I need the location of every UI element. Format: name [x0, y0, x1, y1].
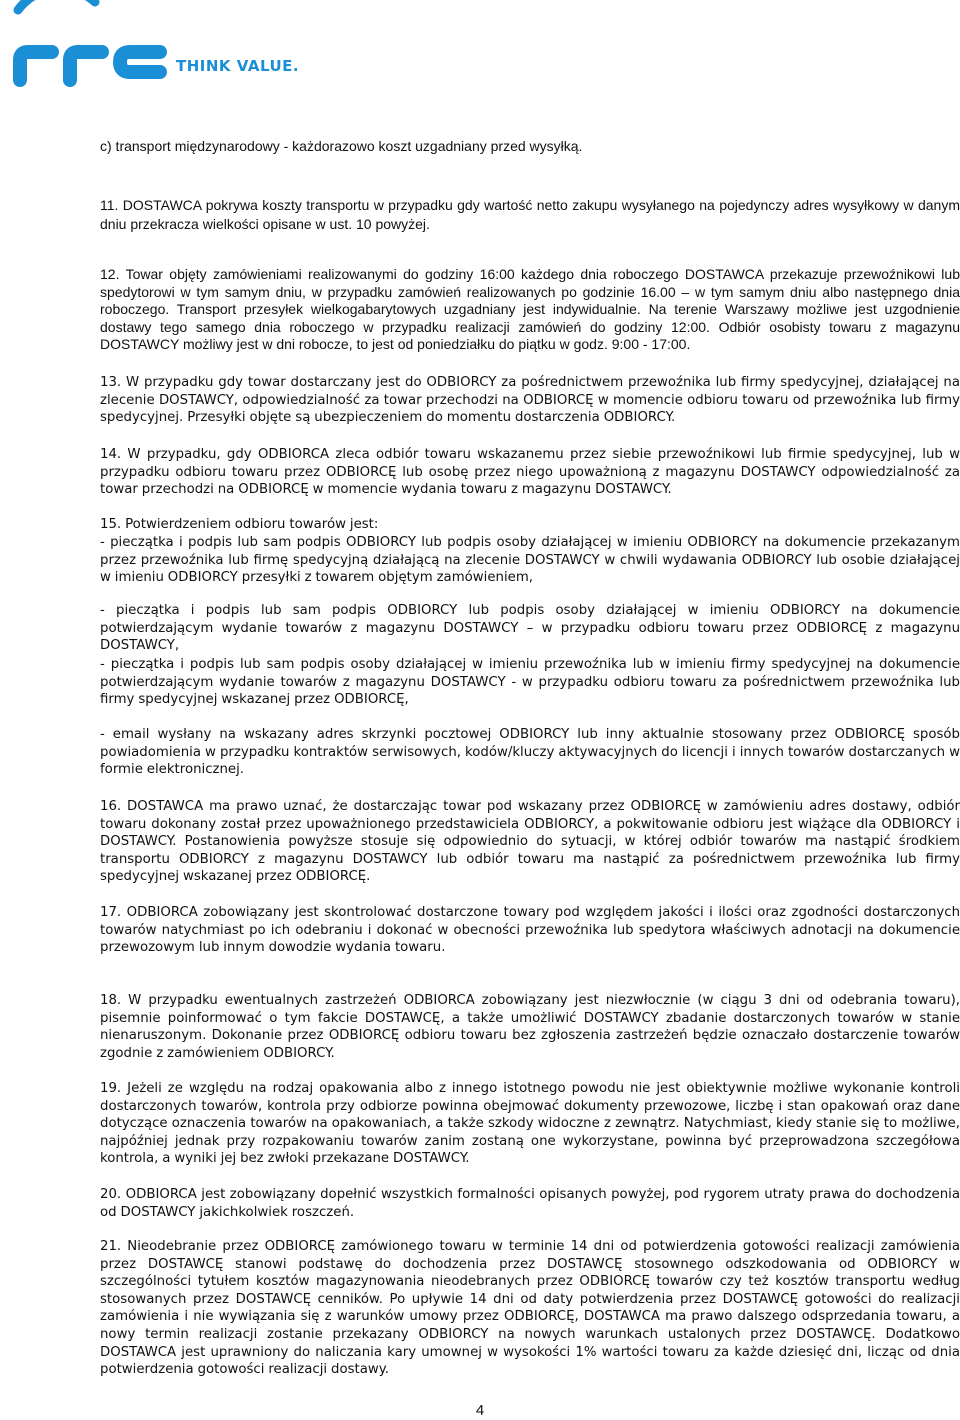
- paragraph-12-part-b: Transport przesyłek wielkogabarytowych uzgadniany jest indywidualnie.: [176, 301, 641, 318]
- paragraph-12-part-d: Odbiór osobisty towaru z magazynu DOSTAWCY możliwy jest w dni robocze, to jest od poniedziałku do piątku w godz. 9:00 - 17:00.: [100, 318, 960, 353]
- paragraph-20: 20. ODBIORCA jest zobowiązany dopełnić wszystkich formalności opisanych powyżej, pod rygorem utraty prawa do dochodzenia od DOSTAWCY jakichkolwiek roszczeń.: [100, 1187, 960, 1220]
- paragraph-15-item-c: - pieczątka i podpis lub sam podpis osoby działającej w imieniu przewoźnika lub w imieniu firmy spedycyjnej na dokumencie potwierdzającym wydanie towarów z magazynu DOSTAWCY - w przypadku odbioru towaru za pośrednictwem przewoźnika lub firmy spedycyjnej wskazanej przez ODBIORCĘ,: [100, 657, 960, 708]
- paragraph-12-part-c: Na terenie Warszawy możliwe jest uzgodnienie dostawy tego samego dnia roboczego w przypadku realizacji zamówień do godziny 12:00.: [100, 301, 960, 335]
- paragraph-19: 19. Jeżeli ze względu na rodzaj opakowania albo z innego istotnego powodu nie jest obiektywnie możliwe wykonanie kontroli dostarczonych towarów, kontrola przy odbiorze powinna obejmować dokumenty przewozowe, liczbę i stan opakowań oraz dane dotyczące oznaczenia towarów na opakowaniach, a także szkody widoczne z zewnątrz. Natychmiast, kiedy stanie się to możliwe, najpóźniej jednak przy rozpakowaniu towarów zanim zostaną one wykorzystane, powinna być przeprowadzona szczegółowa kontrola, a wyniki jej bez zwłoki przekazane DOSTAWCY.: [100, 1081, 960, 1167]
- paragraph-15-item-a: - pieczątka i podpis lub sam podpis ODBIORCY lub podpis osoby działającej w imieniu ODBIORCY na dokumencie przekazanym przez przewoźnika lub firmę spedycyjną działającą na zlecenie DOSTAWCY w chwili wydawania ODBIORCY lub osobie działającej w imieniu ODBIORCY przesyłki z towarem objętym zamówieniem,: [100, 535, 960, 586]
- logo-tagline: THINK VALUE.: [176, 57, 300, 75]
- paragraph-17: 17. ODBIORCA zobowiązany jest skontrolować dostarczone towary pod względem jakości i ilości oraz zgodności dostarczonych towarów natychmiast po ich odebraniu i dokonać w obecności przewoźnika lub spedytora właściwych adnotacji na dokumencie przewozowym lub innym dowodzie wydania towaru.: [100, 905, 960, 956]
- paragraph-12-part-a: 12. Towar objęty zamówieniami realizowanymi do godziny 16:00 każdego dnia roboczego DOSTAWCA przekazuje przewoźnikowi lub spedytorowi w tym samym dniu, w przypadku zamówień realizowanych po godzinie 16.00 – w tym samym dniu albo następnego dnia roboczego.: [100, 266, 960, 318]
- paragraph-13: 13. W przypadku gdy towar dostarczany jest do ODBIORCY za pośrednictwem przewoźnika lub firmy spedycyjnej, działającej na zlecenie DOSTAWCY, odpowiedzialność za towar przechodzi na ODBIORCĘ w momencie odbioru towaru od przewoźnika lub firmy spedycyjnej. Przesyłki objęte są ubezpieczeniem do momentu dostarczenia ODBIORCY.: [100, 375, 960, 426]
- paragraph-15-item-d: - email wysłany na wskazany adres skrzynki pocztowej ODBIORCY lub inny aktualnie stosowany przez ODBIORCĘ sposób powiadomienia w przypadku kontraktów serwisowych, kodów/kluczy aktywacyjnych do licencji i innych towarów dostarczanych w formie elektronicznej.: [100, 727, 960, 778]
- paragraph-12: [100, 266, 960, 354]
- paragraph-c: c) transport międzynarodowy - każdorazowo koszt uzgadniany przed wysyłką.: [100, 138, 583, 154]
- rrc-logo: [0, 0, 320, 100]
- paragraph-11: 11. DOSTAWCA pokrywa koszty transportu w przypadku gdy wartość netto zakupu wysyłanego na pojedynczy adres wysyłkowy w danym dniu przekracza wielkości opisane w ust. 10 powyżej.: [100, 197, 960, 232]
- rrc-logo-icon: [0, 0, 170, 100]
- paragraph-15-item-b: - pieczątka i podpis lub sam podpis ODBIORCY lub podpis osoby działającej w imieniu ODBIORCY na dokumencie potwierdzającym wydanie towarów z magazynu DOSTAWCY – w przypadku odbioru towaru przez ODBIORCĘ z magazynu DOSTAWCY,: [100, 603, 960, 654]
- paragraph-15-intro: 15. Potwierdzeniem odbioru towarów jest:: [100, 517, 379, 532]
- paragraph-16: 16. DOSTAWCA ma prawo uznać, że dostarczając towar pod wskazany przez ODBIORCĘ w zamówieniu adres dostawy, odbiór towaru dokonany został przez upoważnionego przedstawiciela ODBIORCY, a pokwitowanie odbioru jest wiążące dla ODBIORCY i DOSTAWCY. Postanowienia powyższe stosuje się odpowiednio do sytuacji, w której odbiór towarów ma nastąpić środkiem transportu ODBIORCY z magazynu DOSTAWCY lub odbiór towaru ma nastąpić za pośrednictwem przewoźnika lub firmy spedycyjnej wskazanej przez ODBIORCĘ.: [100, 799, 960, 885]
- paragraph-21: 21. Nieodebranie przez ODBIORCĘ zamówionego towaru w terminie 14 dni od potwierdzenia gotowości realizacji zamówienia przez DOSTAWCĘ stanowi podstawę do dochodzenia przez DOSTAWCĘ stosownego odszkodowania od ODBIORCY w szczególności tytułem kosztów magazynowania nieodebranych przez ODBIORCĘ towarów czy też kosztów transportu według stosowanych przez DOSTAWCĘ cenników. Po upływie 14 dni od daty potwierdzenia przez DOSTAWCĘ gotowości do realizacji zamówienia i nie wywiązania się z warunków umowy przez ODBIORCĘ, DOSTAWCA ma prawo dalszego odsprzedania towaru, a nowy termin realizacji zostanie przekazany ODBIORCY na nowych warunkach ustalonych przez DOSTAWCĘ. Dodatkowo DOSTAWCA jest uprawniony do naliczania kary umownej w wysokości 1% wartości towaru za każde dziesięć dni, licząc od dnia potwierdzenia gotowości realizacji dostawy.: [100, 1239, 960, 1378]
- paragraph-18: 18. W przypadku ewentualnych zastrzeżeń ODBIORCA zobowiązany jest niezwłocznie (w ciągu 3 dni od odebrania towaru), pisemnie poinformować o tym fakcie DOSTAWCĘ, a także umożliwić DOSTAWCY zbadanie dostarczonych towarów w stanie nienaruszonym. Dokonanie przez ODBIORCĘ odbioru towaru bez zgłoszenia zastrzeżeń będzie oznaczało dostarczenie towarów zgodnie z zamówieniem ODBIORCY.: [100, 993, 960, 1061]
- paragraph-14: 14. W przypadku, gdy ODBIORCA zleca odbiór towaru wskazanemu przez siebie przewoźnikowi lub firmie spedycyjnej, lub w przypadku odbioru towaru przez ODBIORCĘ lub osobę przez niego upoważnioną z magazynu DOSTAWCY odpowiedzialność za towar przechodzi na ODBIORCĘ w momencie wydania towaru z magazynu DOSTAWCY.: [100, 447, 960, 498]
- page-number: 4: [475, 1402, 485, 1419]
